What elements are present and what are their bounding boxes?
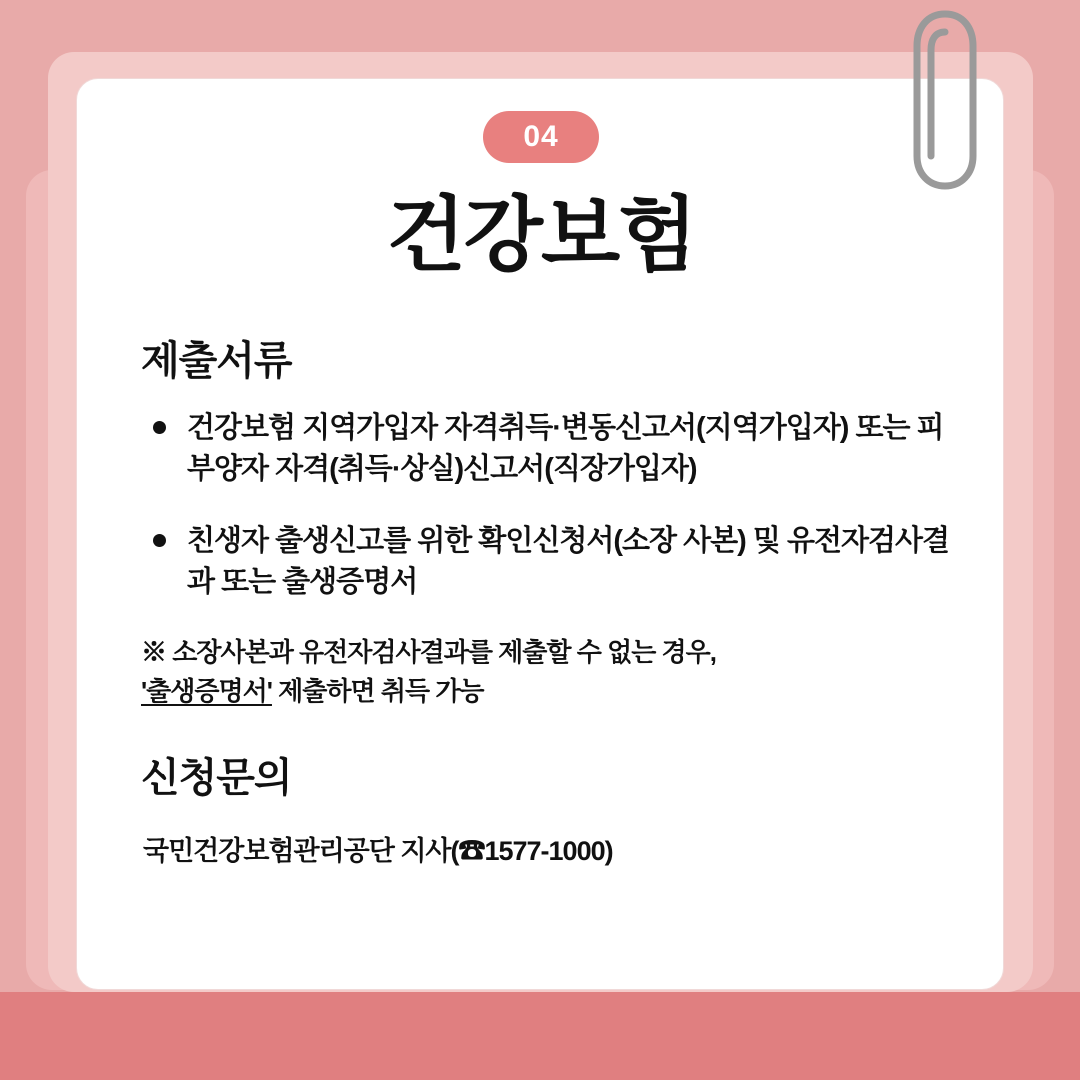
note-line-2 (141, 672, 973, 712)
list-item-text: 친생자 출생신고를 위한 확인신청서(소장 사본) 및 유전자검사결과 또는 출생증명서 (187, 524, 950, 598)
page-title: 건강보험 (386, 190, 696, 281)
card-inner (77, 79, 1004, 990)
telephone-icon: ☎ (458, 835, 485, 866)
list-item (145, 521, 963, 603)
inquiry-org-text: 국민건강보험관리공단 지사( (143, 835, 459, 866)
list-item (145, 408, 963, 490)
content-card (76, 78, 1004, 990)
inquiry-contact (143, 829, 973, 868)
step-number-badge: 04 (483, 111, 598, 163)
note-underlined-text: '출생증명서' (141, 676, 272, 707)
bullet-icon (153, 421, 166, 434)
bullet-icon (153, 534, 166, 547)
inquiry-phone-number: 1577-1000) (484, 835, 613, 866)
note-line-1: ※ 소장사본과 유전자검사결과를 제출할 수 없는 경우, (141, 636, 717, 667)
note-line-2-rest: 제출하면 취득 가능 (271, 676, 484, 707)
list-item-text: 건강보험 지역가입자 자격취득·변동신고서(지역가입자) 또는 피부양자 자격(취득·상실)신고서(직장가입자) (187, 412, 944, 486)
documents-heading: 제출서류 (141, 339, 292, 384)
paperclip-icon (905, 6, 985, 196)
badge-container (109, 111, 973, 163)
documents-list (145, 408, 963, 603)
bottom-color-band (0, 992, 1080, 1080)
note-block (141, 633, 973, 712)
inquiry-heading: 신청문의 (141, 755, 292, 800)
